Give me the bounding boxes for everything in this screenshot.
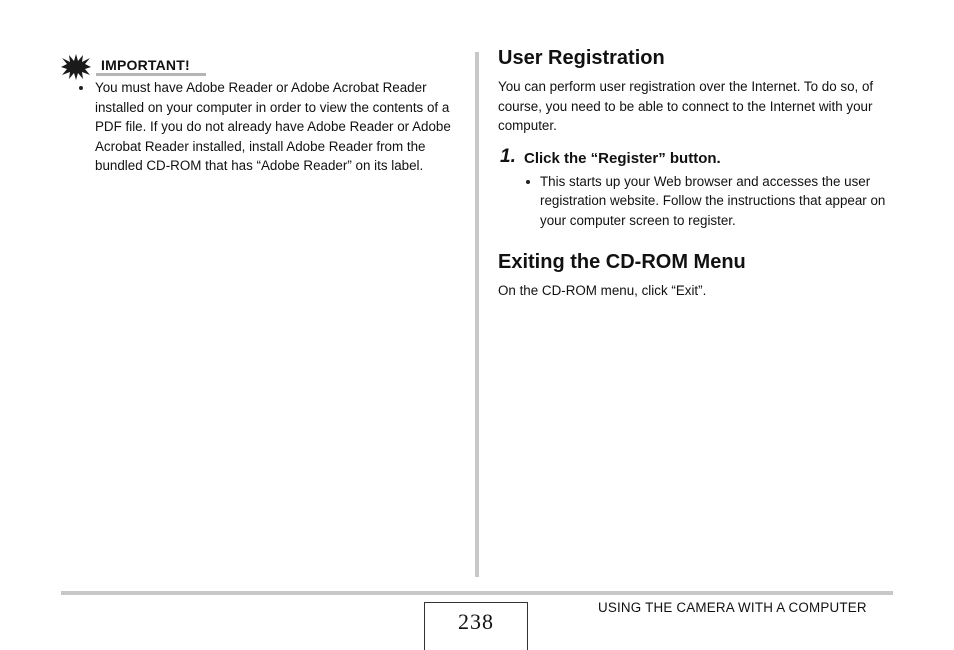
important-list-item	[78, 78, 468, 176]
important-list	[78, 78, 468, 176]
footer-section-title: USING THE CAMERA WITH A COMPUTER	[598, 600, 867, 615]
step-bullet-item	[524, 172, 894, 230]
important-item-text: You must have Adobe Reader or Adobe Acrobat Reader installed on your computer in order to view the contents of a PDF file. If you do not already have Adobe Reader or Adobe Acrobat Reader installed, install Adobe Reader from the bundled CD-ROM that has “Adobe Reader” on its label.	[95, 80, 451, 174]
user-registration-body: You can perform user registration over the Internet. To do so, of course, you need to be able to connect to the Internet with your computer.	[498, 79, 874, 134]
page-number-box	[424, 602, 528, 650]
bullet-icon	[526, 180, 530, 184]
exiting-heading: Exiting the CD-ROM Menu	[498, 251, 746, 273]
important-title: IMPORTANT!	[101, 57, 190, 73]
bullet-icon	[79, 86, 83, 90]
important-underline	[96, 73, 206, 76]
page-number: 238	[458, 609, 494, 634]
step-bullet-list	[524, 172, 894, 230]
exiting-body: On the CD-ROM menu, click “Exit”.	[498, 283, 707, 298]
column-divider	[475, 52, 479, 577]
footer-rule	[61, 591, 893, 595]
step-instruction: Click the “Register” button.	[524, 150, 721, 167]
step-number: 1.	[500, 146, 516, 167]
user-registration-heading: User Registration	[498, 47, 665, 69]
step-bullet-text: This starts up your Web browser and accesses the user registration website. Follow the instructions that appear on your computer screen to register.	[540, 174, 886, 228]
important-burst-icon	[61, 54, 91, 80]
